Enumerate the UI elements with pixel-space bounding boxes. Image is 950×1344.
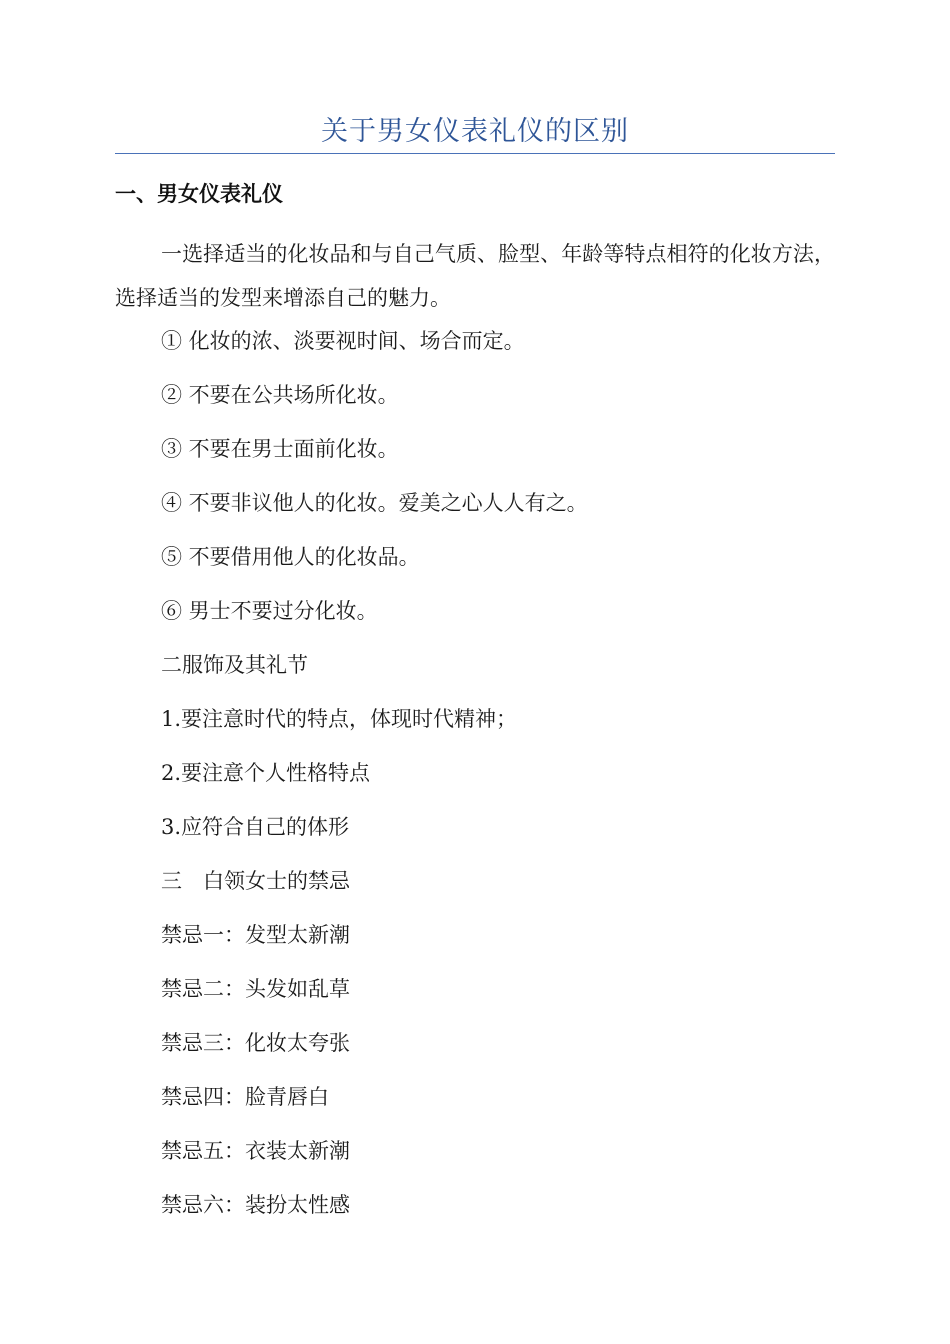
intro-paragraph: 一选择适当的化妆品和与自己气质、脸型、年龄等特点相符的化妆方法，选择适当的发型来增添自己的魅力。	[115, 242, 835, 310]
makeup-rule-6: ⑥ 男士不要过分化妆。	[161, 599, 378, 623]
taboo-3: 禁忌三：化妆太夸张	[161, 1031, 350, 1055]
section-heading-3: 三 白领女士的禁忌	[161, 869, 350, 893]
section-heading-2: 二服饰及其礼节	[161, 653, 308, 677]
section-heading-1: 一、男女仪表礼仪	[115, 182, 283, 206]
clothing-rule-1: 1.要注意时代的特点，体现时代精神；	[161, 707, 518, 731]
makeup-rule-2: ② 不要在公共场所化妆。	[161, 383, 399, 407]
makeup-rule-5: ⑤ 不要借用他人的化妆品。	[161, 545, 420, 569]
makeup-rule-4: ④ 不要非议他人的化妆。爱美之心人人有之。	[161, 491, 588, 515]
makeup-rule-3: ③ 不要在男士面前化妆。	[161, 437, 399, 461]
taboo-4: 禁忌四：脸青唇白	[161, 1085, 329, 1109]
taboo-1: 禁忌一：发型太新潮	[161, 923, 350, 947]
document-title: 关于男女仪表礼仪的区别	[321, 116, 629, 147]
clothing-rule-2: 2.要注意个人性格特点	[161, 761, 371, 785]
title-underline	[115, 153, 835, 154]
taboo-6: 禁忌六：装扮太性感	[161, 1193, 350, 1217]
taboo-2: 禁忌二：头发如乱草	[161, 977, 350, 1001]
taboo-5: 禁忌五：衣装太新潮	[161, 1139, 350, 1163]
clothing-rule-3: 3.应符合自己的体形	[161, 815, 350, 839]
makeup-rule-1: ① 化妆的浓、淡要视时间、场合而定。	[161, 329, 525, 353]
